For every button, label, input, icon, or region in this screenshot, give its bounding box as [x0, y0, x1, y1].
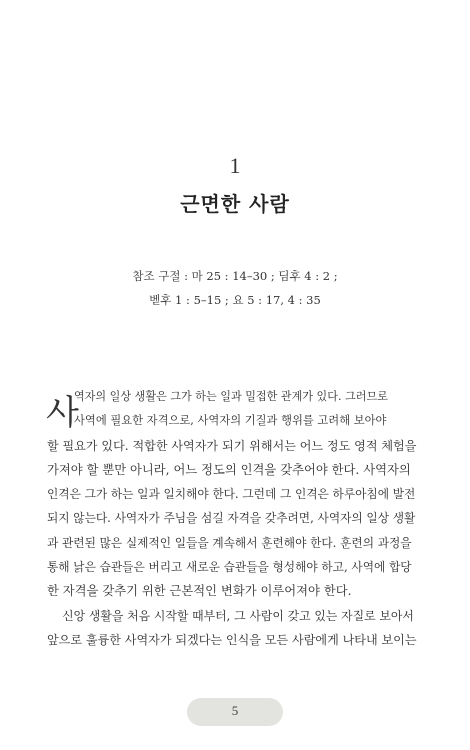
- paragraph-2: [47, 604, 417, 653]
- paragraph-1: [47, 385, 417, 604]
- chapter-title: 근면한 사람: [180, 192, 290, 216]
- text-line: 과 관련된 많은 실제적인 일들을 계속해서 훈련해야 한다. 훈련의 과정을: [47, 535, 412, 550]
- text-line: 인격은 그가 하는 일과 일치해야 한다. 그런데 그 인격은 하루아침에 발전: [47, 487, 416, 502]
- text-line: 가져야 할 뿐만 아니라, 어느 정도의 인격을 갖추어야 한다. 사역자의: [47, 462, 411, 477]
- text-line: 한 자격을 갖추기 위한 근본적인 변화가 이루어져야 한다.: [47, 584, 352, 599]
- reference-line-1: 참조 구절 : 마 25 : 14–30 ; 딤후 4 : 2 ;: [132, 269, 338, 283]
- drop-cap: 사: [46, 393, 79, 433]
- text-line: 신앙 생활을 처음 시작할 때부터, 그 사람이 갖고 있는 자질로 보아서: [47, 608, 414, 623]
- text-line: 통해 낡은 습관들은 버리고 새로운 습관들을 형성해야 하고, 사역에 합당: [47, 560, 412, 575]
- reference-verses: [0, 264, 470, 312]
- page-number: 5: [231, 703, 239, 718]
- chapter-number: 1: [229, 153, 241, 178]
- text-line: 역자의 일상 생활은 그가 하는 일과 밀접한 관계가 있다. 그러므로: [74, 390, 388, 403]
- text-line: 할 필요가 있다. 적합한 사역자가 되기 위해서는 어느 정도 영적 체험을: [47, 438, 417, 453]
- reference-line-2: 벧후 1 : 5–15 ; 요 5 : 17, 4 : 35: [149, 293, 321, 307]
- body-text: [47, 385, 417, 652]
- text-line: 사역에 필요한 자격으로, 사역자의 기질과 행위를 고려해 보아야: [74, 414, 387, 428]
- text-line: 되지 않는다. 사역자가 주님을 섬길 자격을 갖추려면, 사역자의 일상 생활: [47, 511, 416, 526]
- text-line: 앞으로 훌륭한 사역자가 되겠다는 인식을 모든 사람에게 나타내 보이는: [47, 632, 417, 647]
